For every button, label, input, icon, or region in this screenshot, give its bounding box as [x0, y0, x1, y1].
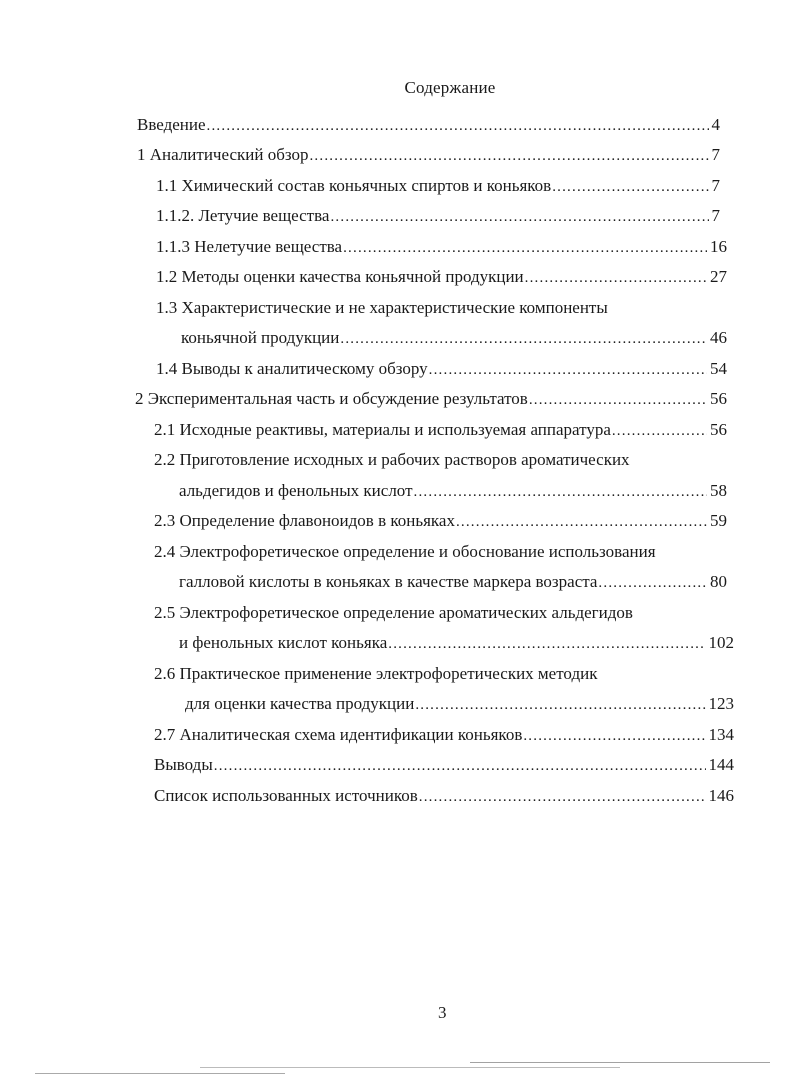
- toc-entry-label: 2.1 Исходные реактивы, материалы и используемая аппаратура: [154, 420, 611, 439]
- toc-entry-label: 1.1.2. Летучие вещества: [156, 206, 330, 225]
- toc-entry-label: 1.4 Выводы к аналитическому обзору: [156, 359, 428, 378]
- toc-entry-label: 2.3 Определение флавоноидов в коньяках: [154, 511, 455, 530]
- toc-entry-1-4: [156, 354, 727, 380]
- toc-entry-page: 146: [708, 786, 734, 805]
- toc-entry-chapter-1: [137, 140, 720, 166]
- toc-entry-label: 2.2 Приготовление исходных и рабочих растворов ароматических: [154, 450, 630, 469]
- toc-leader-dots: [525, 268, 707, 288]
- toc-leader-dots: [343, 238, 707, 258]
- toc-leader-dots: [214, 756, 706, 776]
- toc-entry-2-2-cont: [179, 476, 727, 502]
- toc-leader-dots: [523, 726, 705, 746]
- toc-entry-1-1-2: [156, 201, 720, 227]
- toc-entry-label: Список использованных источников: [154, 786, 418, 805]
- toc-entry-label: Введение: [137, 115, 206, 134]
- toc-entry-2-4: [154, 537, 727, 563]
- toc-leader-dots: [598, 573, 707, 593]
- toc-leader-dots: [309, 146, 708, 166]
- toc-entry-references: [154, 781, 734, 807]
- toc-entry-page: 144: [708, 755, 734, 774]
- toc-entry-label: 2 Экспериментальная часть и обсуждение результатов: [135, 389, 528, 408]
- toc-entry-page: 102: [708, 633, 734, 652]
- page-number: 3: [438, 1003, 447, 1022]
- toc-entry-label: 1.1 Химический состав коньячных спиртов и коньяков: [156, 176, 552, 195]
- toc-entry-label: 1.3 Характеристические и не характеристические компоненты: [156, 298, 608, 317]
- toc-entry-conclusions: [154, 750, 734, 776]
- toc-entry-page: 59: [710, 511, 727, 530]
- scan-artifact-line: [200, 1067, 620, 1068]
- toc-entry-page: 27: [710, 267, 727, 286]
- toc-entry-label: 2.5 Электрофоретическое определение ароматических альдегидов: [154, 603, 633, 622]
- toc-entry-page: 54: [710, 359, 727, 378]
- toc-entry-page: 7: [711, 145, 720, 164]
- toc-entry-label: для оценки качества продукции: [185, 694, 415, 713]
- toc-entry-2-5: [154, 598, 727, 624]
- toc-entry-page: 134: [708, 725, 734, 744]
- toc-entry-page: 7: [711, 176, 720, 195]
- scan-artifact-line: [35, 1073, 285, 1074]
- toc-entry-chapter-2: [135, 384, 727, 410]
- toc-leader-dots: [552, 177, 708, 197]
- toc-leader-dots: [529, 390, 707, 410]
- toc-entry-label: Выводы: [154, 755, 213, 774]
- toc-entry-1-2: [156, 262, 727, 288]
- toc-entry-page: 58: [710, 481, 727, 500]
- toc-entry-2-5-cont: [179, 628, 734, 654]
- toc-leader-dots: [388, 634, 705, 654]
- toc-entry-label: 2.6 Практическое применение электрофоретических методик: [154, 664, 598, 683]
- toc-entry-page: 123: [708, 694, 734, 713]
- toc-entry-label: 1.2 Методы оценки качества коньячной продукции: [156, 267, 524, 286]
- toc-leader-dots: [340, 329, 707, 349]
- toc-entry-label: 2.7 Аналитическая схема идентификации коньяков: [154, 725, 523, 744]
- toc-entry-2-6: [154, 659, 734, 685]
- toc-entry-label: альдегидов и фенольных кислот: [179, 481, 413, 500]
- toc-entry-2-7: [154, 720, 734, 746]
- toc-entry-1-3-cont: [181, 323, 727, 349]
- toc-entry-label: и фенольных кислот коньяка: [179, 633, 388, 652]
- toc-leader-dots: [330, 207, 708, 227]
- toc-entry-page: 56: [710, 420, 727, 439]
- toc-entry-2-3: [154, 506, 727, 532]
- toc-entry-label: коньячной продукции: [181, 328, 340, 347]
- toc-leader-dots: [414, 482, 707, 502]
- toc-entry-label: 1.1.3 Нелетучие вещества: [156, 237, 343, 256]
- toc-entry-label: галловой кислоты в коньяках в качестве маркера возраста: [179, 572, 598, 591]
- toc-leader-dots: [456, 512, 707, 532]
- toc-entry-page: 7: [711, 206, 720, 225]
- toc-entry-page: 80: [710, 572, 727, 591]
- toc-entry-1-1-3: [156, 232, 727, 258]
- toc-entry-1-3: [156, 293, 727, 319]
- toc-entry-introduction: [137, 110, 720, 136]
- toc-entry-label: 2.4 Электрофоретическое определение и обоснование использования: [154, 542, 656, 561]
- toc-entry-2-4-cont: [179, 567, 727, 593]
- scan-artifact-line: [470, 1062, 770, 1063]
- toc-leader-dots: [429, 360, 707, 380]
- toc-leader-dots: [419, 787, 706, 807]
- toc-entry-page: 46: [710, 328, 727, 347]
- toc-entry-2-1: [154, 415, 727, 441]
- toc-entry-page: 56: [710, 389, 727, 408]
- toc-leader-dots: [207, 116, 709, 136]
- toc-entry-1-1: [156, 171, 720, 197]
- toc-title: Содержание: [404, 78, 496, 97]
- toc-entry-2-2: [154, 445, 727, 471]
- toc-leader-dots: [612, 421, 707, 441]
- toc-entry-page: 4: [711, 115, 720, 134]
- toc-entry-page: 16: [710, 237, 727, 256]
- toc-leader-dots: [415, 695, 705, 715]
- toc-entry-label: 1 Аналитический обзор: [137, 145, 309, 164]
- toc-entry-2-6-cont: [185, 689, 734, 715]
